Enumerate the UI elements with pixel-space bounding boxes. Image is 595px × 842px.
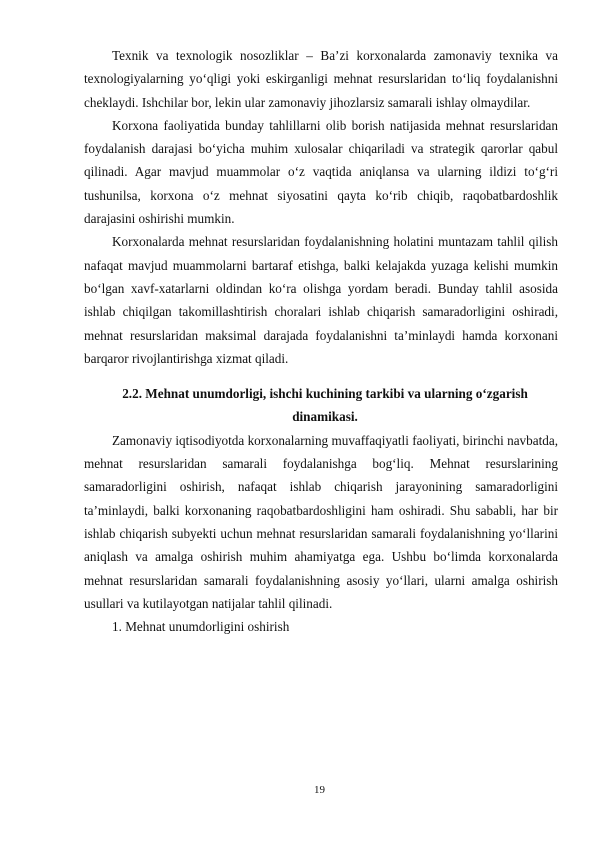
paragraph-analysis-conclusions: Korxona faoliyatida bunday tahlillarni olib borish natijasida mehnat resurslaridan foydalanish darajasi bo‘yicha muhim xulosalar chiqariladi va strategik qarorlar qabul qilinadi. Agar mavjud muammolar o‘z vaqtida aniqlansa va ularning ildizi to‘g‘ri tushunilsa, korxona o‘z mehnat siyosatini qayta ko‘rib chiqib, raqobatbardoshlik darajasini oshirishi mumkin. (84, 117, 558, 227)
paragraph-regular-analysis: Korxonalarda mehnat resurslaridan foydalanishning holatini muntazam tahlil qilish nafaqat mavjud muammolarni bartaraf etishga, balki kelajakda yuzaga kelishi mumkin bo‘lgan xavf-xatarlarni oldindan ko‘ra olishga yordam beradi. Bunday tahlil asosida ishlab chiqilgan takomillashtirish choralari ishlab chiqarish samaradorligini oshiradi, mehnat resurslaridan maksimal darajada foydalanishni ta’minlaydi hamda korxonani barqaror rivojlantirishga xizmat qiladi. (84, 234, 558, 366)
paragraph-technical-issues: Texnik va texnologik nosozliklar – Ba’zi korxonalarda zamonaviy texnika va texnologiyalarning yo‘qligi yoki eskirganligi mehnat resurslaridan to‘liq foydalanishni cheklaydi. Ishchilar bor, lekin ular zamonaviy jihozlarsiz samarali ishlay olmaydilar. (84, 48, 558, 110)
paragraph-section-intro: Zamonaviy iqtisodiyotda korxonalarning muvaffaqiyatli faoliyati, birinchi navbatda, mehnat resurslaridan samarali foydalanishga bog‘liq. Mehnat resurslarining samaradorligini oshirish, nafaqat ishlab chiqarish jarayonining samaradorligini ta’minlaydi, balki korxonaning raqobatbardoshligini ham oshiradi. Shu sababli, har bir ishlab chiqarish subyekti uchun mehnat resurslaridan samarali foydalanishning yo‘llarini aniqlash va amalga oshirish muhim ahamiyatga ega. Ushbu bo‘limda korxonalarda mehnat resurslaridan samarali foydalanishning asosiy yo‘llari, ularni amalga oshirish usullari va kutilayotgan natijalar tahlil qilinadi. (84, 432, 558, 611)
section-heading: 2.2. Mehnat unumdorligi, ishchi kuchining tarkibi va ularning o‘zgarish dinamikasi. (122, 386, 528, 425)
page-number: 19 (314, 784, 325, 796)
list-item-productivity: 1. Mehnat unumdorligini oshirish (112, 619, 290, 635)
document-body (84, 44, 558, 638)
